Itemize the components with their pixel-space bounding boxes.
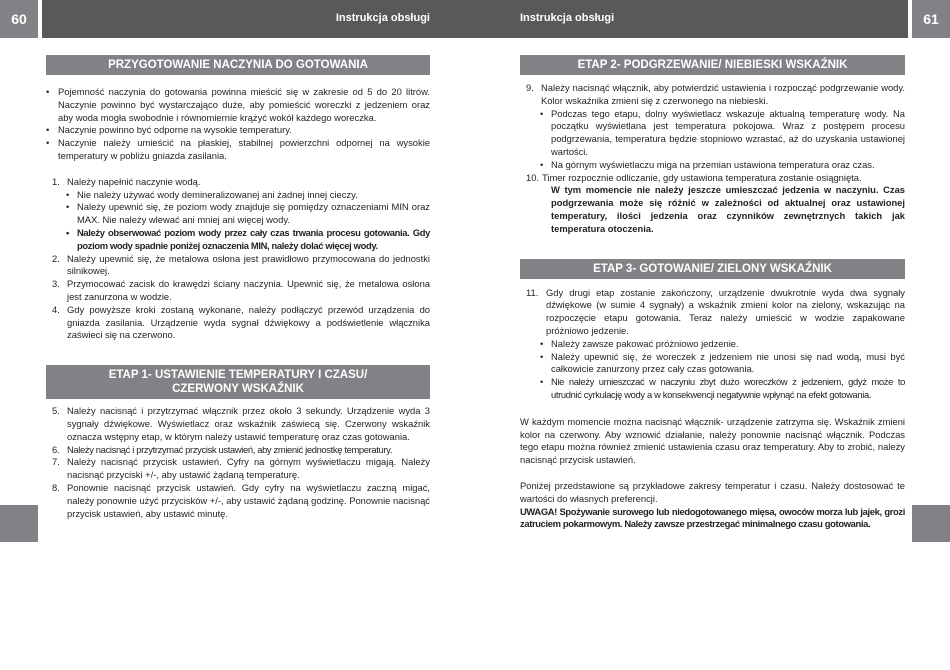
paragraph-ranges: Poniżej przedstawione są przykładowe zakresy temperatur i czasu. Należy dostosować te wartości do własnych preferencji. (520, 479, 905, 504)
step-6: 6. Należy nacisnąć i przytrzymać przycisk ustawień, aby zmienić jednostkę temperatury. (52, 443, 393, 455)
step-9-sub: • Podczas tego etapu, dolny wyświetlacz wskazuje aktualną temperaturę wody. Na początku wyświetlana jest temperatura pokojowa. Wraz z postępem procesu podgrzewania, temperatura będzie stopniowo wzrastać, aż do uzyskania ustawionej wartości. (520, 108, 905, 159)
paragraph-pause: W każdym momencie można nacisnąć włącznik- urządzenie zatrzyma się. Wskaźnik zmieni kolor na czerwony. Aby wznowić działanie, należy ponownie nacisnąć włącznik. Podczas tego etapu można również zmienić ustawienia czasu oraz temperatury. Aby to zrobić, należy nacisnąć przycisk ustawień. (520, 415, 905, 466)
step-2: 2. Należy upewnić się, że metalowa osłona jest prawidłowo przymocowana do jednostki silnikowej. (52, 252, 430, 277)
page-number-left: 60 (0, 0, 38, 38)
prep-bullet: • Naczynie powinno być odporne na wysokie temperatury. (46, 124, 430, 137)
step-1-sub: • Nie należy używać wody demineralizowanej ani żadnej innej cieczy. (46, 189, 430, 202)
step-1-warning: • Należy obserwować poziom wody przez cały czas trwania procesu gotowania. Gdy poziom wody spadnie poniżej oznaczenia MIN, należy dolać więcej wody. (46, 227, 430, 253)
section-heading-stage2: ETAP 2- PODGRZEWANIE/ NIEBIESKI WSKAŹNIK (520, 55, 905, 75)
step-11-sub: • Należy upewnić się, że woreczek z jedzeniem nie unosi się nad wodą, musi być całkowicie zanurzony przez cały czas gotowania. (520, 351, 905, 377)
stage1-heading-line1: ETAP 1- USTAWIENIE TEMPERATURY I CZASU/ (108, 369, 368, 382)
step-9: 9. Należy nacisnąć włącznik, aby potwierdzić ustawienia i rozpocząć podgrzewanie wody. Kolor wskaźnika zmieni się z czerwonego na niebieski. (526, 82, 905, 106)
step-7-text: Należy nacisnąć przycisk ustawień. Cyfry na górnym wyświetlaczu migają. Należy nacisnąć przyciski +/-, aby ustawić żądaną temperaturę. (67, 456, 430, 481)
prep-bullet: • Pojemność naczynia do gotowania powinna mieścić się w zakresie od 5 do 20 litrów. Naczynie powinno być wystarczająco duże, aby pomieścić woreczki z jedzeniem oraz aby woda mogła swobodnie i równomiernie krążyć wokół każdego woreczka. (46, 86, 430, 124)
side-tab-left (0, 505, 38, 542)
step-5-text: Należy nacisnąć i przytrzymać włącznik przez około 3 sekundy. Urządzenie wyda 3 sygnały dźwiękowe. Wyświetlacz oraz wskaźnik zaświecą się. Czerwony wskaźnik oznacza wstępny etap, w którym należy ustawić temperaturę oraz czas gotowania. (67, 405, 430, 442)
step-5: 5. Należy nacisnąć i przytrzymać włącznik przez około 3 sekundy. Urządzenie wyda 3 sygnały dźwiękowe. Wyświetlacz oraz wskaźnik zaświecą się. Czerwony wskaźnik oznacza wstępny etap, w którym należy ustawić temperaturę oraz czas gotowania. (52, 405, 430, 442)
step-8: 8. Ponownie nacisnąć przycisk ustawień. Gdy cyfry na wyświetlaczu zaczną migać, należy ponownie użyć przycisków +/-, aby ustawić żądaną godzinę. Ponownie nacisnąć przycisk ustawień, aby ustawić minutę. (52, 481, 430, 519)
step-3: 3. Przymocować zacisk do krawędzi ściany naczynia. Upewnić się, że metalowa osłona jest zanurzona w wodzie. (52, 278, 430, 302)
step-11-sub: • Nie należy umieszczać w naczyniu zbyt dużo woreczków z jedzeniem, gdyż może to utrudnić cyrkulację wody a w konsekwencji negatywnie wpłynąć na efekt gotowania. (520, 376, 905, 402)
step-9-text: Należy nacisnąć włącznik, aby potwierdzić ustawienia i rozpocząć podgrzewanie wody. Kolor wskaźnika zmieni się z czerwonego na niebieski. (541, 82, 905, 106)
prep-bullet: • Naczynie należy umieścić na płaskiej, stabilnej powierzchni odpornej na wysokie temperatury w pobliżu gniazda zasilania. (46, 137, 430, 163)
step-11-sub: • Należy zawsze pakować próżniowo jedzenie. (520, 338, 905, 351)
header-title-right: Instrukcja obsługi (520, 12, 615, 24)
step-1-sub: • Należy upewnić się, że poziom wody znajduje się pomiędzy oznaczeniami MIN oraz MAX. Nie należy wlewać ani mniej ani więcej wody. (46, 201, 430, 227)
step-11-text: Gdy drugi etap zostanie zakończony, urządzenie dwukrotnie wyda dwa sygnały dźwiękowe (w sumie 4 sygnały) a wskaźnik zmieni kolor na zielony, wskazując na rozpoczęcie etapu gotowania. Teraz należy umieścić w wodzie zapakowane próżniowo jedzenie. (546, 286, 905, 336)
header-title-left: Instrukcja obsługi (335, 12, 430, 24)
step-6-text: Należy nacisnąć i przytrzymać przycisk ustawień, aby zmienić jednostkę temperatury. (67, 443, 393, 455)
section-heading-stage1 (46, 365, 430, 399)
step-1-text: Należy napełnić naczynie wodą. (67, 175, 201, 187)
left-page-content (46, 55, 430, 520)
step-9-sub: • Na górnym wyświetlaczu miga na przemian ustawiona temperatura oraz czas. (520, 159, 905, 172)
step-11: 11. Gdy drugi etap zostanie zakończony, urządzenie dwukrotnie wyda dwa sygnały dźwiękowe (w sumie 4 sygnały) a wskaźnik zmieni kolor na zielony, wskazując na rozpoczęcie etapu gotowania. Teraz należy umieścić w wodzie zapakowane próżniowo jedzenie. (526, 286, 905, 336)
section-heading-stage3: ETAP 3- GOTOWANIE/ ZIELONY WSKAŹNIK (520, 259, 905, 279)
step-2-text: Należy upewnić się, że metalowa osłona jest prawidłowo przymocowana do jednostki silnikowej. (67, 252, 430, 277)
warning-text: UWAGA! Spożywanie surowego lub niedogotowanego mięsa, owoców morza lub jajek, grozi zatruciem pokarmowym. Należy zawsze przestrzegać minimalnego czasu gotowania. (520, 505, 905, 530)
section-heading-prep: PRZYGOTOWANIE NACZYNIA DO GOTOWANIA (46, 55, 430, 75)
step-1: 1. Należy napełnić naczynie wodą. (52, 175, 201, 187)
step-4-text: Gdy powyższe kroki zostaną wykonane, należy podłączyć przewód urządzenia do gniazda zasilania. Urządzenie wyda sygnał dźwiękowy a podświetlenie włącznika zaświeci się na czerwono. (67, 303, 430, 341)
header-gap-left (38, 0, 42, 38)
step-10: 10. Timer rozpocznie odliczanie, gdy ustawiona temperatura zostanie osiągnięta. (526, 171, 862, 183)
step-10-warning: W tym momencie nie należy jeszcze umieszczać jedzenia w naczyniu. Czas podgrzewania może się różnić w zależności od aktualnej oraz ustawionej temperatury, ilości jedzenia oraz czynników zewnętrznych takich jak temperatura otoczenia. (551, 184, 905, 234)
page-number-right: 61 (912, 0, 950, 38)
stage1-heading-line2: CZERWONY WSKAŹNIK (172, 383, 304, 396)
step-3-text: Przymocować zacisk do krawędzi ściany naczynia. Upewnić się, że metalowa osłona jest zanurzona w wodzie. (67, 278, 430, 302)
step-7: 7. Należy nacisnąć przycisk ustawień. Cyfry na górnym wyświetlaczu migają. Należy nacisnąć przyciski +/-, aby ustawić żądaną temperaturę. (52, 456, 430, 481)
right-page-content (520, 55, 905, 531)
side-tab-right (912, 505, 950, 542)
step-8-text: Ponownie nacisnąć przycisk ustawień. Gdy cyfry na wyświetlaczu zaczną migać, należy ponownie użyć przycisków +/-, aby ustawić żądaną godzinę. Ponownie nacisnąć przycisk ustawień, aby ustawić minutę. (67, 481, 430, 519)
step-4: 4. Gdy powyższe kroki zostaną wykonane, należy podłączyć przewód urządzenia do gniazda zasilania. Urządzenie wyda sygnał dźwiękowy a podświetlenie włącznika zaświeci się na czerwono. (52, 303, 430, 341)
step-10-text: Timer rozpocznie odliczanie, gdy ustawiona temperatura zostanie osiągnięta. (542, 171, 862, 183)
